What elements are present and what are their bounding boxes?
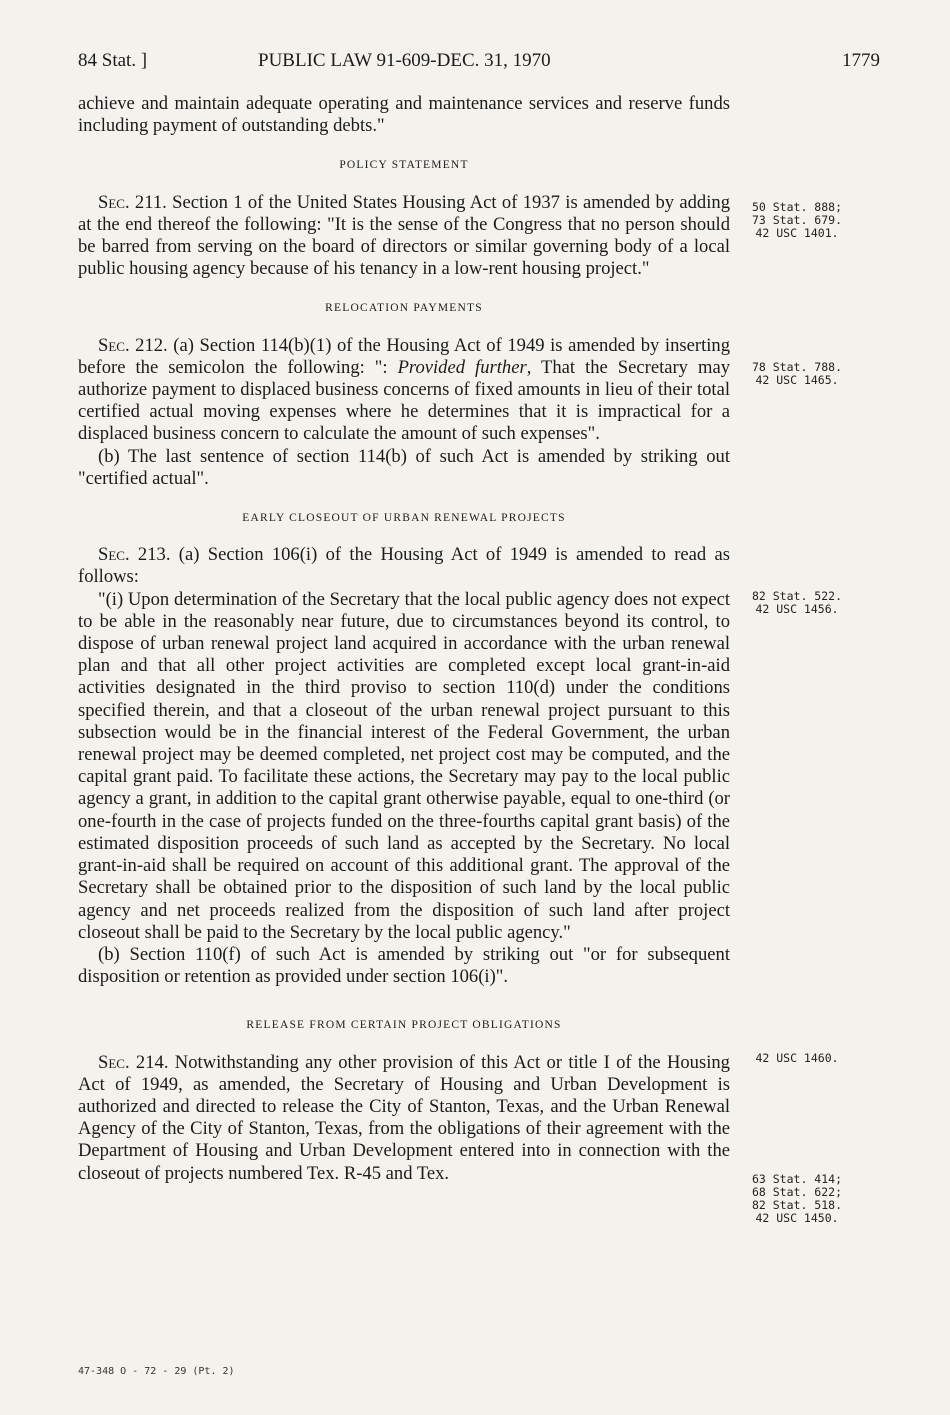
section-label: Sec. 213. (98, 544, 171, 566)
page-number: 1779 (842, 50, 880, 71)
page-header (78, 50, 880, 78)
heading-early-closeout: EARLY CLOSEOUT OF URBAN RENEWAL PROJECTS (242, 512, 566, 525)
section-212b-paragraph: (b) The last sentence of section 114(b) of such Act is amended by striking out "certified actual". (78, 445, 730, 489)
section-label: Sec. 212. (98, 334, 168, 356)
section-212a-text: (a) Section 114(b)(1) of the Housing Act of 1949 is amended by inserting before the semicolon the following: ": (78, 334, 730, 378)
section-label: Sec. 214. (98, 1051, 169, 1073)
section-213-quote-paragraph: "(i) Upon determination of the Secretary that the local public agency does not expect to be able in the reasonably near future, due to circumstances beyond its control, to dispose of urban renewal project land acquired in accordance with the urban renewal plan and that all other project activities are completed except local grant-in-aid activities designated in the third proviso to section 110(d) under the conditions specified therein, and that a closeout of the urban renewal project pursuant to this subsection would be in the financial interest of the Federal Government, the urban renewal project may be deemed completed, net project cost may be computed, and the capital grant paid. To facilitate these actions, the Secretary may pay to the local public agency a grant, in addition to the capital grant otherwise payable, equal to one-third (or one-fourth in the case of projects funded on the three-fourths capital grant basis) of the estimated disposition proceeds of such land as accepted by the Secretary. No local grant-in-aid shall be required on account of this additional grant. The approval of the Secretary shall be obtained prior to the disposition of such land by the local public agency and net proceeds realized from the disposition of such land after project closeout shall be paid to the Secretary by the local public agency." (78, 588, 730, 943)
margin-citation-4: 42 USC 1460. (755, 1051, 839, 1065)
section-212a-text-cont: , That the Secretary may authorize payment to displaced business concerns of fixed amounts in lieu of their total certified actual moving expenses where he determines that it is impractical for a displaced business concern to calculate the amount of such expenses". (78, 356, 730, 445)
intro-paragraph: achieve and maintain adequate operating and maintenance services and reserve funds including payment of outstanding debts." (78, 93, 730, 137)
provided-further-italic: Provided further (397, 356, 527, 378)
margin-citation-2: 78 Stat. 788. 42 USC 1465. (751, 360, 842, 387)
section-213a-paragraph (78, 544, 730, 588)
section-label: Sec. 211. (98, 191, 167, 213)
margin-citation-5: 63 Stat. 414; 68 Stat. 622; 82 Stat. 518. 42 USC 1450. (751, 1172, 842, 1225)
section-211-text: Section 1 of the United States Housing Act of 1937 is amended by adding at the end thereof the following: "It is the sense of the Congress that no person should be barred from serving on the board of directors or similar governing body of a local public housing agency because of his tenancy in a low-rent housing project." (78, 191, 730, 280)
section-214-paragraph (78, 1052, 730, 1185)
main-text (78, 93, 730, 1185)
section-214-text: Notwithstanding any other provision of this Act or title I of the Housing Act of 1949, as amended, the Secretary of Housing and Urban Development is authorized and directed to release the City of Stanton, Texas, and the Urban Renewal Agency of the City of Stanton, Texas, from the obligations of their agreement with the Department of Housing and Urban Development entered into in connection with the closeout of projects numbered Tex. R-45 and Tex. (78, 1051, 730, 1184)
law-title: PUBLIC LAW 91-609-DEC. 31, 1970 (258, 50, 551, 71)
section-213a-text: (a) Section 106(i) of the Housing Act of 1949 is amended to read as follows: (78, 544, 730, 588)
margin-citation-1: 50 Stat. 888; 73 Stat. 679. 42 USC 1401. (751, 200, 842, 240)
heading-policy-statement: POLICY STATEMENT (339, 159, 469, 172)
heading-relocation-payments: RELOCATION PAYMENTS (325, 302, 483, 315)
section-211-paragraph (78, 192, 730, 281)
section-212a-paragraph (78, 335, 730, 446)
margin-citation-3: 82 Stat. 522. 42 USC 1456. (751, 589, 842, 616)
section-213b-paragraph: (b) Section 110(f) of such Act is amended by striking out "or for subsequent disposition or retention as provided under section 106(i)". (78, 943, 730, 988)
heading-release-obligations: RELEASE FROM CERTAIN PROJECT OBLIGATIONS (246, 1019, 562, 1032)
statute-volume: 84 Stat. ] (78, 50, 148, 71)
print-code-footer: 47-348 O - 72 - 29 (Pt. 2) (78, 1366, 235, 1377)
